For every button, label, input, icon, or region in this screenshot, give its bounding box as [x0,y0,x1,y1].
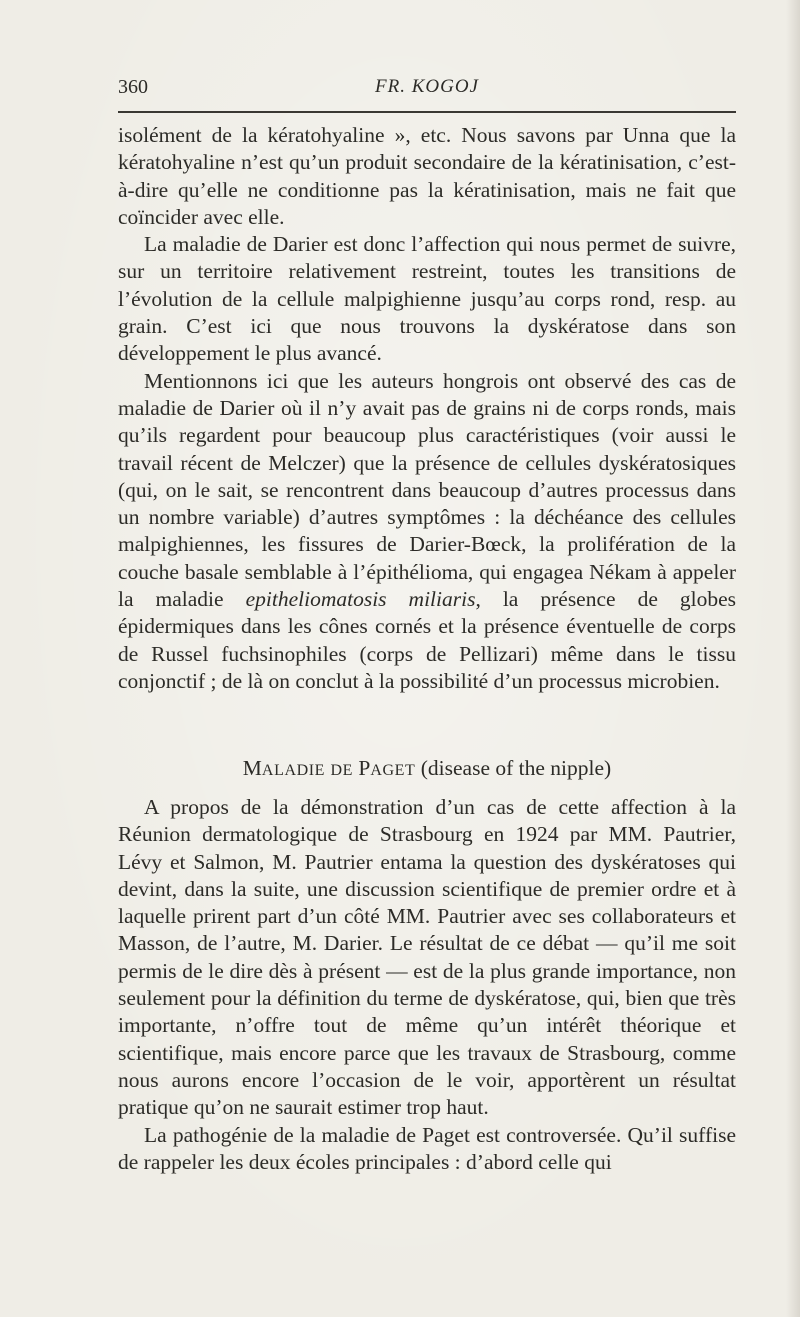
paragraph-darier: La maladie de Darier est donc l’affection qui nous permet de suivre, sur un territoire relativement restreint, toutes les transitions de l’évolution de la cellule malpighienne jusqu’au corps rond, resp. au grain. C’est ici que nous trouvons la dyskératose dans son développement le plus avancé. [118,232,736,366]
heading-smallcaps: AGET [370,762,416,779]
paragraph-paget-demonstration: A propos de la démonstration d’un cas de cette affection à la Réunion dermatologique de Strasbourg en 1924 par MM. Pautrier, Lévy et Salmon, M. Pautrier entama la question des dyskératoses qui devint, dans la suite, une discussion scientifique de premier ordre et à laquelle prirent part d’un côté MM. Pautrier avec ses collaborateurs et Masson, de l’autre, M. Darier. Le résultat de ce débat — qu’il me soit permis de le dire dès à présent — est de la plus grande importance, non seulement pour la définition du terme de dyskératose, qui, bien que très importante, n’offre tout de même qu’un intérêt théorique et scientifique, mais encore parce que les travaux de Strasbourg, comme nous aurons encore l’occasion de le voir, apportèrent un résultat pratique qu’on ne saurait estimer trop haut. [118,795,736,1120]
paragraph-paget-pathogeny: La pathogénie de la maladie de Paget est controversée. Qu’il suffise de rappeler les deux écoles principales : d’abord celle qui [118,1122,736,1174]
page-header [118,76,736,102]
paragraph-hungarian-authors [118,368,736,696]
page-number: 360 [118,76,148,98]
heading-subtitle: (disease of the nipple) [420,756,612,780]
header-rule [118,111,736,113]
running-head: FR. KOGOJ [375,76,479,97]
body-text-top [118,122,736,695]
section-heading [118,755,736,784]
body-text-bottom [118,794,736,1176]
italic-term: epitheliomatosis miliaris [245,587,476,612]
heading-smallcaps: DE [330,762,353,779]
paragraph-text: Mentionnons ici que les auteurs hongrois ont observé des cas de maladie de Darier où il n’y avait pas de grains ni de corps ronds, mais qu’ils regardent pour beaucoup plus caractéristiques (voir aussi le travail récent de Melczer) que la présence de cellules dyskératosiques (qui, on le sait, se rencontrent dans beaucoup d’autres processus dans un nombre variable) d’autres symptômes : la déchéance des cellules malpighiennes, les fissures de Darier-Bœck, la prolifération de la couche basale semblable à l’épithélioma, qui engagea Nékam à appeler la maladie [118,368,736,612]
paragraph-text: , la présence de globes épidermiques dans les cônes cornés et la présence éventuelle de corps de Russel fuchsinophiles (corps de Pellizari) même dans le tissu conjonctif ; de là on conclut à la possibilité d’un processus microbien. [118,587,737,693]
heading-smallcaps: ALADIE [261,762,326,779]
paragraph-continuation: isolément de la kératohyaline », etc. Nous savons par Unna que la kératohyaline n’est qu’un produit secondaire de la kératinisation, c’est-à-dire qu’elle ne conditionne pas la kératinisation, mais ne fait que coïncider avec elle. [118,123,736,229]
heading-initial: P [358,756,371,780]
heading-initial: M [242,756,262,780]
page-edge-shadow [786,0,800,1317]
